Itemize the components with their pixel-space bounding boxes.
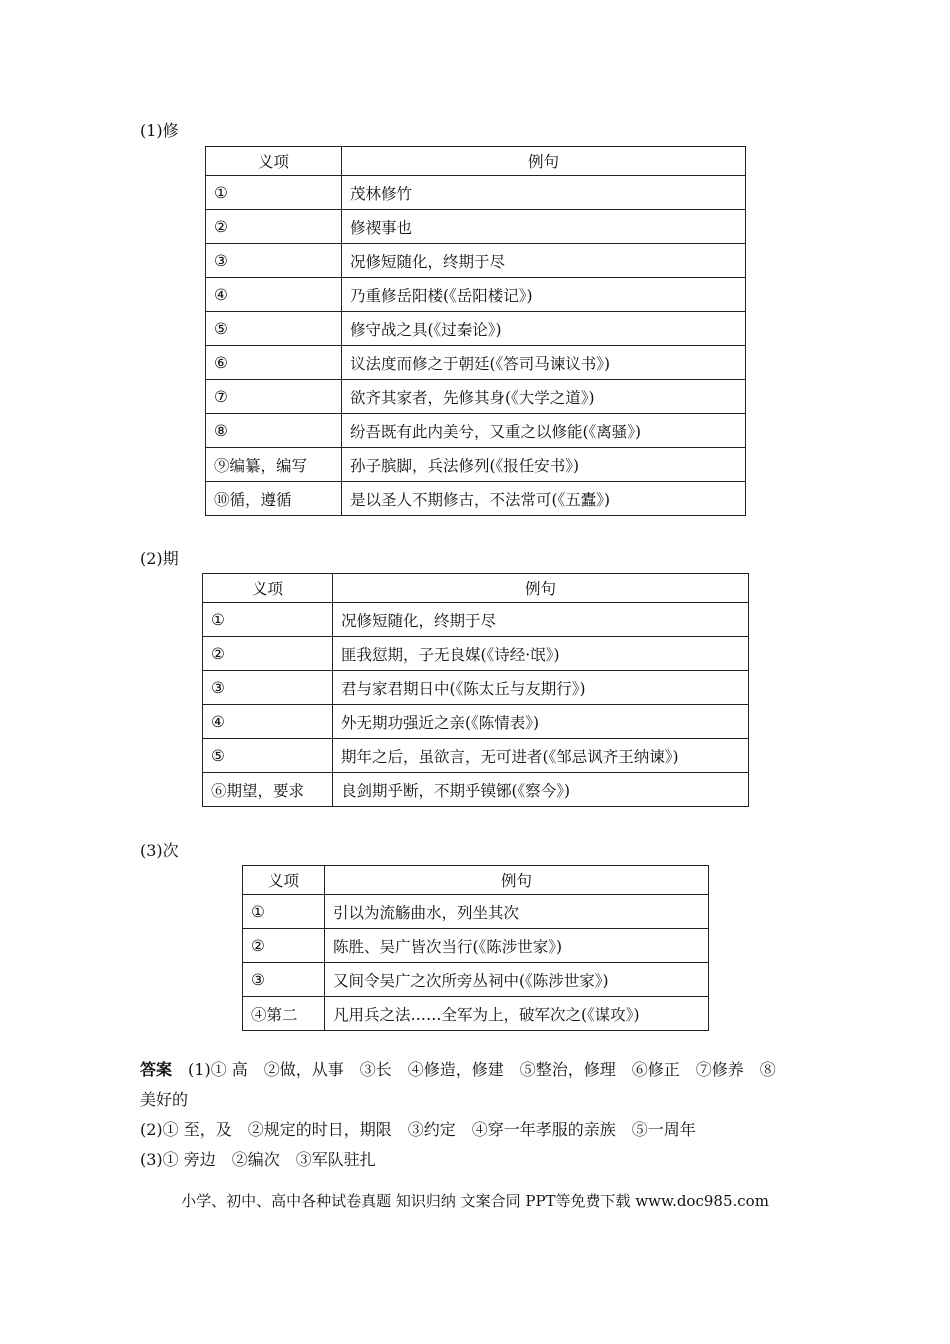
- answer-line-4: (3)① 旁边 ②编次 ③军队驻扎: [140, 1150, 376, 1169]
- example-cell: 引以为流觞曲水，列坐其次: [325, 895, 709, 929]
- meaning-cell: ②: [203, 637, 333, 671]
- meaning-cell: ④: [206, 278, 342, 312]
- meaning-cell: ③: [206, 244, 342, 278]
- example-cell: 欲齐其家者，先修其身(《大学之道》): [342, 380, 746, 414]
- example-cell: 茂林修竹: [342, 176, 746, 210]
- table-row: [203, 603, 749, 637]
- table-row: [206, 176, 746, 210]
- section-title-xiu: (1)修: [140, 121, 179, 140]
- table-header-row: [203, 574, 749, 603]
- table-row: [243, 963, 709, 997]
- table-row: [203, 773, 749, 807]
- meaning-table-qi: [202, 573, 749, 807]
- meaning-table-ci: [242, 865, 709, 1031]
- example-cell: 修守战之具(《过秦论》): [342, 312, 746, 346]
- meaning-cell: ②: [243, 929, 325, 963]
- header-example: 例句: [333, 574, 749, 603]
- answer-line-3: (2)① 至，及 ②规定的时日，期限 ③约定 ④穿一年孝服的亲族 ⑤一周年: [140, 1120, 696, 1139]
- meaning-cell: ⑨编纂，编写: [206, 448, 342, 482]
- table-row: [206, 210, 746, 244]
- header-example: 例句: [342, 147, 746, 176]
- example-cell: 君与家君期日中(《陈太丘与友期行》): [333, 671, 749, 705]
- table-row: [206, 380, 746, 414]
- example-cell: 外无期功强近之亲(《陈情表》): [333, 705, 749, 739]
- example-cell: 况修短随化，终期于尽: [342, 244, 746, 278]
- meaning-cell: ④第二: [243, 997, 325, 1031]
- header-example: 例句: [325, 866, 709, 895]
- meaning-cell: ⑦: [206, 380, 342, 414]
- footer-text: 小学、初中、高中各种试卷真题 知识归纳 文案合同 PPT等免费下载 www.doc985.com: [181, 1192, 769, 1210]
- meaning-cell: ⑤: [203, 739, 333, 773]
- table-row: [203, 705, 749, 739]
- header-meaning: 义项: [203, 574, 333, 603]
- table-header-row: [243, 866, 709, 895]
- example-cell: 议法度而修之于朝廷(《答司马谏议书》): [342, 346, 746, 380]
- meaning-cell: ③: [203, 671, 333, 705]
- meaning-cell: ⑩循，遵循: [206, 482, 342, 516]
- example-cell: 修禊事也: [342, 210, 746, 244]
- meaning-cell: ⑥: [206, 346, 342, 380]
- header-meaning: 义项: [206, 147, 342, 176]
- example-cell: 况修短随化，终期于尽: [333, 603, 749, 637]
- answer-line-2: 美好的: [140, 1090, 189, 1109]
- example-cell: 孙子膑脚，兵法修列(《报任安书》): [342, 448, 746, 482]
- meaning-cell: ①: [203, 603, 333, 637]
- table-row: [243, 997, 709, 1031]
- answer-line-1: [140, 1055, 776, 1085]
- answer-xiu-text: (1)① 高 ②做，从事 ③长 ④修造，修建 ⑤整治，修理 ⑥修正 ⑦修养 ⑧: [188, 1060, 776, 1079]
- example-cell: 又间令吴广之次所旁丛祠中(《陈涉世家》): [325, 963, 709, 997]
- example-cell: 凡用兵之法……全军为上，破军次之(《谋攻》): [325, 997, 709, 1031]
- example-cell: 期年之后，虽欲言，无可进者(《邹忌讽齐王纳谏》): [333, 739, 749, 773]
- table-row: [203, 671, 749, 705]
- table-row: [206, 244, 746, 278]
- table-row: [206, 448, 746, 482]
- meaning-cell: ④: [203, 705, 333, 739]
- section-title-qi: (2)期: [140, 549, 179, 568]
- example-cell: 纷吾既有此内美兮，又重之以修能(《离骚》): [342, 414, 746, 448]
- meaning-cell: ①: [206, 176, 342, 210]
- meaning-cell: ⑤: [206, 312, 342, 346]
- section-title-ci: (3)次: [140, 841, 179, 860]
- table-row: [206, 482, 746, 516]
- example-cell: 陈胜、吴广皆次当行(《陈涉世家》): [325, 929, 709, 963]
- meaning-cell: ②: [206, 210, 342, 244]
- table-header-row: [206, 147, 746, 176]
- header-meaning: 义项: [243, 866, 325, 895]
- meaning-cell: ①: [243, 895, 325, 929]
- meaning-cell: ⑧: [206, 414, 342, 448]
- table-row: [203, 739, 749, 773]
- table-row: [206, 278, 746, 312]
- table-row: [243, 895, 709, 929]
- example-cell: 匪我愆期，子无良媒(《诗经·氓》): [333, 637, 749, 671]
- answer-label: 答案: [140, 1060, 173, 1079]
- table-row: [243, 929, 709, 963]
- meaning-cell: ③: [243, 963, 325, 997]
- example-cell: 良剑期乎断，不期乎镆铘(《察今》): [333, 773, 749, 807]
- table-row: [206, 312, 746, 346]
- example-cell: 乃重修岳阳楼(《岳阳楼记》): [342, 278, 746, 312]
- meaning-cell: ⑥期望，要求: [203, 773, 333, 807]
- table-row: [203, 637, 749, 671]
- meaning-table-xiu: [205, 146, 746, 516]
- table-row: [206, 346, 746, 380]
- table-row: [206, 414, 746, 448]
- example-cell: 是以圣人不期修古，不法常可(《五蠹》): [342, 482, 746, 516]
